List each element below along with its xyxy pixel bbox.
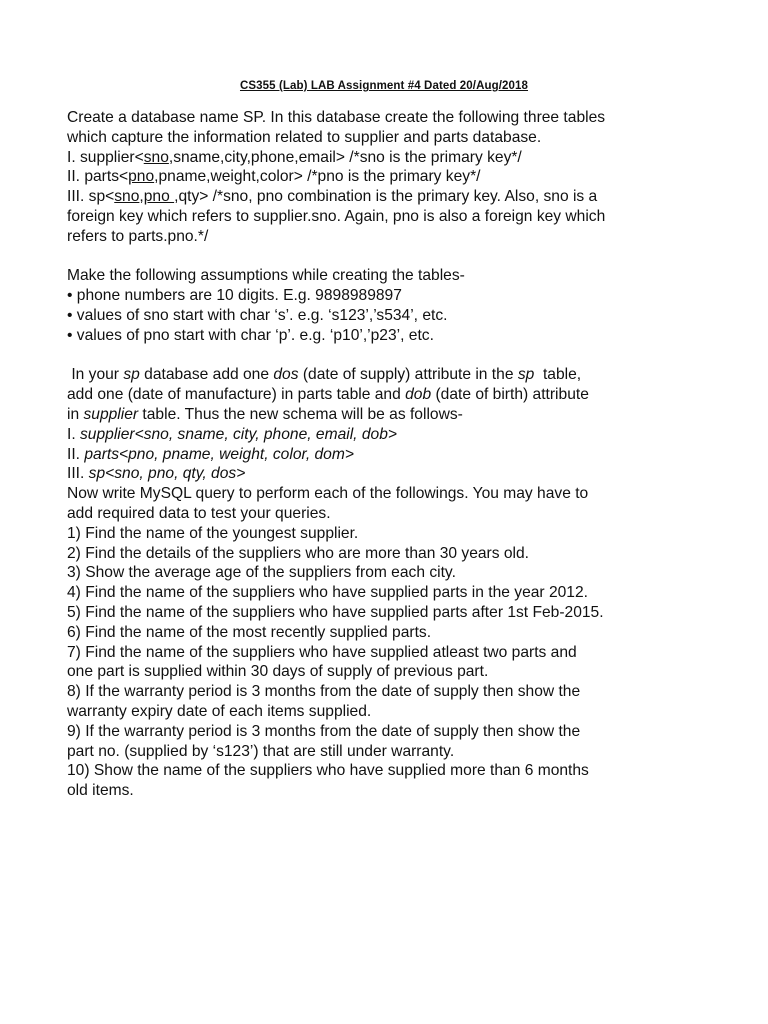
modification-line-2 xyxy=(67,385,727,405)
table-parts-key: pno xyxy=(128,168,155,186)
table-sp-line-2: foreign key which refers to supplier.sno. Again, pno is also a foreign key which xyxy=(67,207,606,225)
table-parts-rest: ,pname,weight,color> /*pno is the primary key*/ xyxy=(154,168,481,186)
question-line: 1) Find the name of the youngest supplier. xyxy=(67,524,359,542)
table-parts-definition xyxy=(67,167,727,187)
mod-text: In your xyxy=(67,366,124,384)
new-schema-sp xyxy=(67,464,727,484)
question-line: old items. xyxy=(67,782,134,800)
table-sp-definition xyxy=(67,187,727,207)
mod-sp-term: sp xyxy=(517,366,535,384)
schema-text: parts<pno, pname, weight, color, dom> xyxy=(84,445,354,463)
paragraph-gap xyxy=(67,247,727,267)
assumptions-heading: Make the following assumptions while creating the tables- xyxy=(67,267,465,285)
question-line: 8) If the warranty period is 3 months from the date of supply then show the xyxy=(67,683,581,701)
modification-line-3 xyxy=(67,405,727,425)
intro-line-2: which capture the information related to supplier and parts database. xyxy=(67,128,542,146)
new-schema-parts xyxy=(67,445,727,465)
question-line: 5) Find the name of the suppliers who have supplied parts after 1st Feb-2015. xyxy=(67,603,604,621)
schema-prefix: II. xyxy=(67,445,85,463)
table-supplier-rest: ,sname,city,phone,email> /*sno is the primary key*/ xyxy=(168,148,522,166)
assumption-item: • phone numbers are 10 digits. E.g. 9898989897 xyxy=(67,287,402,305)
question-line: 4) Find the name of the suppliers who have supplied parts in the year 2012. xyxy=(67,584,588,602)
mod-dob-term: dob xyxy=(405,386,432,404)
table-sp-key-sno: sno xyxy=(114,188,140,206)
new-schema-supplier xyxy=(67,425,727,445)
mod-dos-term: dos xyxy=(273,366,299,384)
mod-text: (date of supply) attribute in the xyxy=(298,366,518,384)
mod-text: in xyxy=(67,405,84,423)
table-sp-key-sep: , xyxy=(139,188,144,206)
table-supplier-definition xyxy=(67,148,727,168)
question-line: 7) Find the name of the suppliers who have supplied atleast two parts and xyxy=(67,643,577,661)
table-sp-rest: ,qty> /*sno, pno combination is the primary key. Also, sno is a xyxy=(174,188,598,206)
schema-text: sp<sno, pno, qty, dos> xyxy=(88,465,246,483)
document-title: CS355 (Lab) LAB Assignment #4 Dated 20/Aug/2018 xyxy=(239,80,529,92)
schema-text: supplier<sno, sname, city, phone, email, dob> xyxy=(80,425,397,443)
table-supplier-key: sno xyxy=(143,148,169,166)
instructions-line-2: add required data to test your queries. xyxy=(67,504,331,522)
assumption-item: • values of pno start with char ‘p’. e.g. ‘p10’,’p23’, etc. xyxy=(67,326,434,344)
mod-supplier-term: supplier xyxy=(83,405,139,423)
table-sp-key-pno: pno xyxy=(143,188,175,206)
question-line: warranty expiry date of each items supplied. xyxy=(67,702,372,720)
schema-prefix: III. xyxy=(67,465,89,483)
mod-text: (date of birth) attribute xyxy=(431,386,589,404)
mod-text: table. Thus the new schema will be as follows- xyxy=(138,405,463,423)
table-sp-prefix: III. sp< xyxy=(67,188,115,206)
question-line: 3) Show the average age of the suppliers from each city. xyxy=(67,564,456,582)
question-line: 9) If the warranty period is 3 months from the date of supply then show the xyxy=(67,722,581,740)
modification-line-1 xyxy=(67,365,727,385)
intro-line-1: Create a database name SP. In this database create the following three tables xyxy=(67,109,606,126)
mod-text: database add one xyxy=(139,366,274,384)
mod-text: add one (date of manufacture) in parts table and xyxy=(67,386,406,404)
question-line: part no. (supplied by ‘s123’) that are still under warranty. xyxy=(67,742,455,760)
assumption-item: • values of sno start with char ‘s’. e.g. ‘s123’,’s534’, etc. xyxy=(67,306,448,324)
table-supplier-prefix: I. supplier< xyxy=(67,148,144,166)
question-line: 10) Show the name of the suppliers who have supplied more than 6 months xyxy=(67,762,589,780)
question-line: one part is supplied within 30 days of supply of previous part. xyxy=(67,663,489,681)
document-body xyxy=(67,108,727,801)
table-parts-prefix: II. parts< xyxy=(67,168,129,186)
schema-prefix: I. xyxy=(67,425,80,443)
mod-text: table, xyxy=(534,366,582,384)
mod-sp-term: sp xyxy=(123,366,140,384)
table-sp-line-3: refers to parts.pno.*/ xyxy=(67,227,209,245)
instructions-line-1: Now write MySQL query to perform each of the followings. You may have to xyxy=(67,485,589,503)
paragraph-gap xyxy=(67,346,727,366)
question-line: 2) Find the details of the suppliers who are more than 30 years old. xyxy=(67,544,530,562)
question-line: 6) Find the name of the most recently supplied parts. xyxy=(67,623,432,641)
